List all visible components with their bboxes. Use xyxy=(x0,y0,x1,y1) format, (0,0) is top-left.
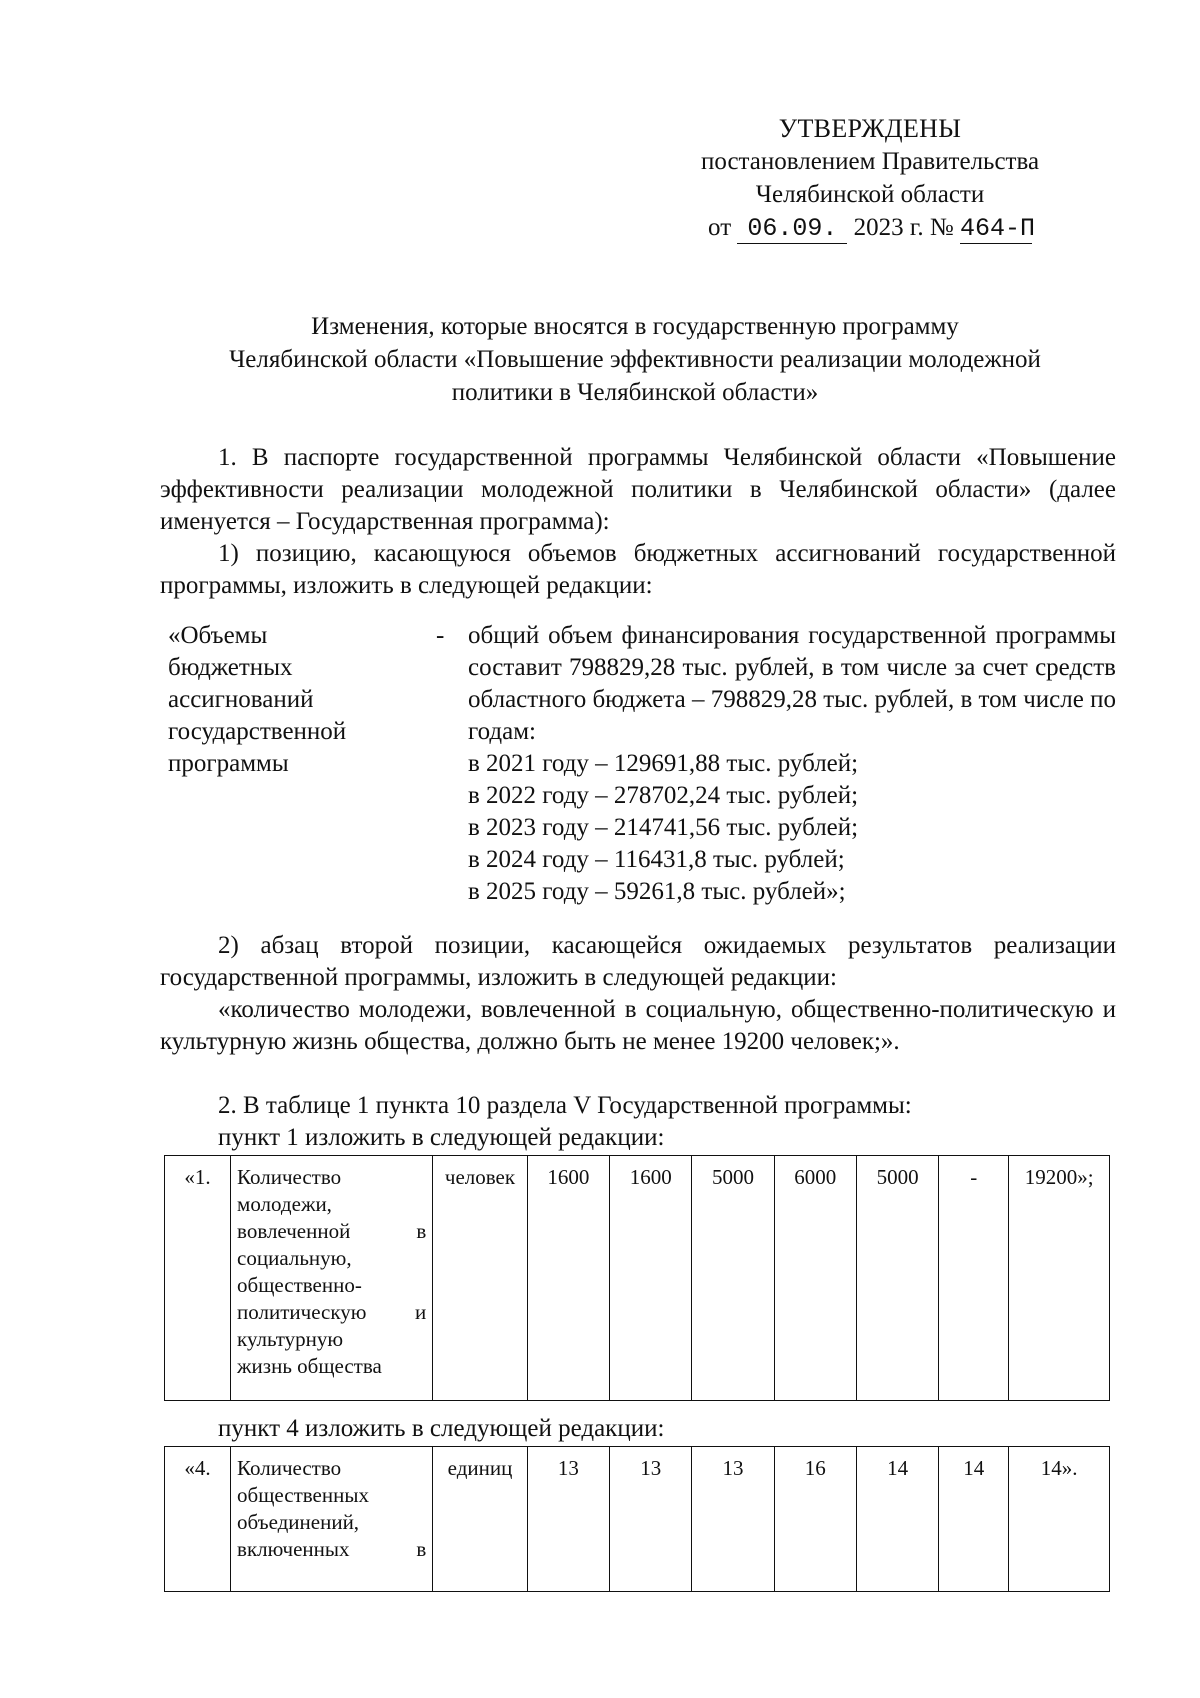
passport-dash: - xyxy=(436,622,445,649)
point-4-intro: пункт 4 изложить в следующей редакции: xyxy=(218,1415,665,1442)
row-value: 16 xyxy=(774,1447,856,1592)
section-1-item-1: 1) позицию, касающуюся объемов бюджетных ассигнований государственной программы, изложить в следующей редакции: xyxy=(160,540,1116,599)
passport-value xyxy=(468,620,1116,908)
passport-label-line: ассигнований xyxy=(168,686,314,713)
table-point-1 xyxy=(164,1155,1110,1401)
section-1-paragraph: 1. В паспорте государственной программы Челябинской области «Повышение эффективности реализации молодежной политики в Челябинской области» (далее именуется – Государственная программа): xyxy=(160,444,1116,535)
row-value: 13 xyxy=(527,1447,609,1592)
row-value: 5000 xyxy=(692,1156,774,1401)
document-heading xyxy=(150,310,1120,409)
passport-year-line: в 2021 году – 129691,88 тыс. рублей; xyxy=(468,750,859,777)
row-value: 14 xyxy=(856,1447,938,1592)
passport-label-line: «Объемы xyxy=(168,622,268,649)
row-value: 14». xyxy=(1009,1447,1110,1592)
desc-line: Количество xyxy=(237,1165,342,1189)
desc-line: вовлеченной в xyxy=(237,1219,427,1243)
row-number: «4. xyxy=(165,1447,231,1592)
desc-line: социальную, xyxy=(237,1246,352,1270)
table-row xyxy=(165,1156,1110,1401)
item-2-paragraph: 2) абзац второй позиции, касающейся ожидаемых результатов реализации государственной программы, изложить в следующей редакции: xyxy=(160,932,1116,991)
heading-line-3: политики в Челябинской области» xyxy=(451,379,819,406)
approval-title: УТВЕРЖДЕНЫ xyxy=(778,114,962,143)
item-2-quote: «количество молодежи, вовлеченной в социальную, общественно-политическую и культурную жизнь общества, должно быть не менее 19200 человек;». xyxy=(160,996,1116,1055)
desc-line: жизнь общества xyxy=(237,1354,382,1378)
passport-label-line: программы xyxy=(168,750,289,777)
row-unit: единиц xyxy=(433,1447,528,1592)
heading-line-1: Изменения, которые вносятся в государственную программу xyxy=(311,313,959,340)
date-value: 06.09. xyxy=(737,215,847,244)
approval-line-1: постановлением Правительства xyxy=(700,148,1040,175)
row-value: 5000 xyxy=(856,1156,938,1401)
row-value: 13 xyxy=(610,1447,692,1592)
table-row xyxy=(165,1447,1110,1592)
passport-label xyxy=(168,620,428,780)
desc-line: политическую и xyxy=(237,1300,427,1324)
date-prefix: от xyxy=(708,214,732,241)
desc-line: Количество xyxy=(237,1456,342,1480)
passport-year-line: в 2024 году – 116431,8 тыс. рублей; xyxy=(468,846,845,873)
passport-year-line: в 2022 году – 278702,24 тыс. рублей; xyxy=(468,782,859,809)
table-point-4 xyxy=(164,1446,1110,1592)
passport-label-line: бюджетных xyxy=(168,654,293,681)
row-description xyxy=(231,1447,433,1592)
desc-line: включенных в xyxy=(237,1537,427,1561)
row-value: 14 xyxy=(939,1447,1009,1592)
desc-line: молодежи, xyxy=(237,1192,332,1216)
approval-line-2: Челябинской области xyxy=(755,181,985,208)
year-text: 2023 г. № xyxy=(853,214,954,241)
section-2-paragraph: 2. В таблице 1 пункта 10 раздела V Государственной программы: xyxy=(218,1092,912,1119)
heading-line-2: Челябинской области «Повышение эффективности реализации молодежной xyxy=(229,346,1041,373)
approval-block xyxy=(620,112,1120,244)
desc-line: общественно- xyxy=(237,1273,362,1297)
passport-year-line: в 2025 году – 59261,8 тыс. рублей»; xyxy=(468,878,846,905)
approval-date-line xyxy=(620,211,1120,244)
decree-number: 464-П xyxy=(959,214,1035,243)
passport-label-line: государственной xyxy=(168,718,347,745)
passport-year-line: в 2023 году – 214741,56 тыс. рублей; xyxy=(468,814,859,841)
desc-line: общественных xyxy=(237,1483,369,1507)
point-1-intro: пункт 1 изложить в следующей редакции: xyxy=(218,1124,665,1151)
passport-total-text: общий объем финансирования государственной программы составит 798829,28 тыс. рублей, в том числе за счет средств областного бюджета – 798829,28 тыс. рублей, в том числе по годам: xyxy=(468,622,1116,745)
desc-line: культурную xyxy=(237,1327,344,1351)
desc-line: объединений, xyxy=(237,1510,360,1534)
row-description xyxy=(231,1156,433,1401)
row-number: «1. xyxy=(165,1156,231,1401)
row-value: 13 xyxy=(692,1447,774,1592)
row-value: 1600 xyxy=(610,1156,692,1401)
row-value: - xyxy=(939,1156,1009,1401)
row-value: 19200»; xyxy=(1009,1156,1110,1401)
row-unit: человек xyxy=(433,1156,528,1401)
row-value: 6000 xyxy=(774,1156,856,1401)
row-value: 1600 xyxy=(527,1156,609,1401)
